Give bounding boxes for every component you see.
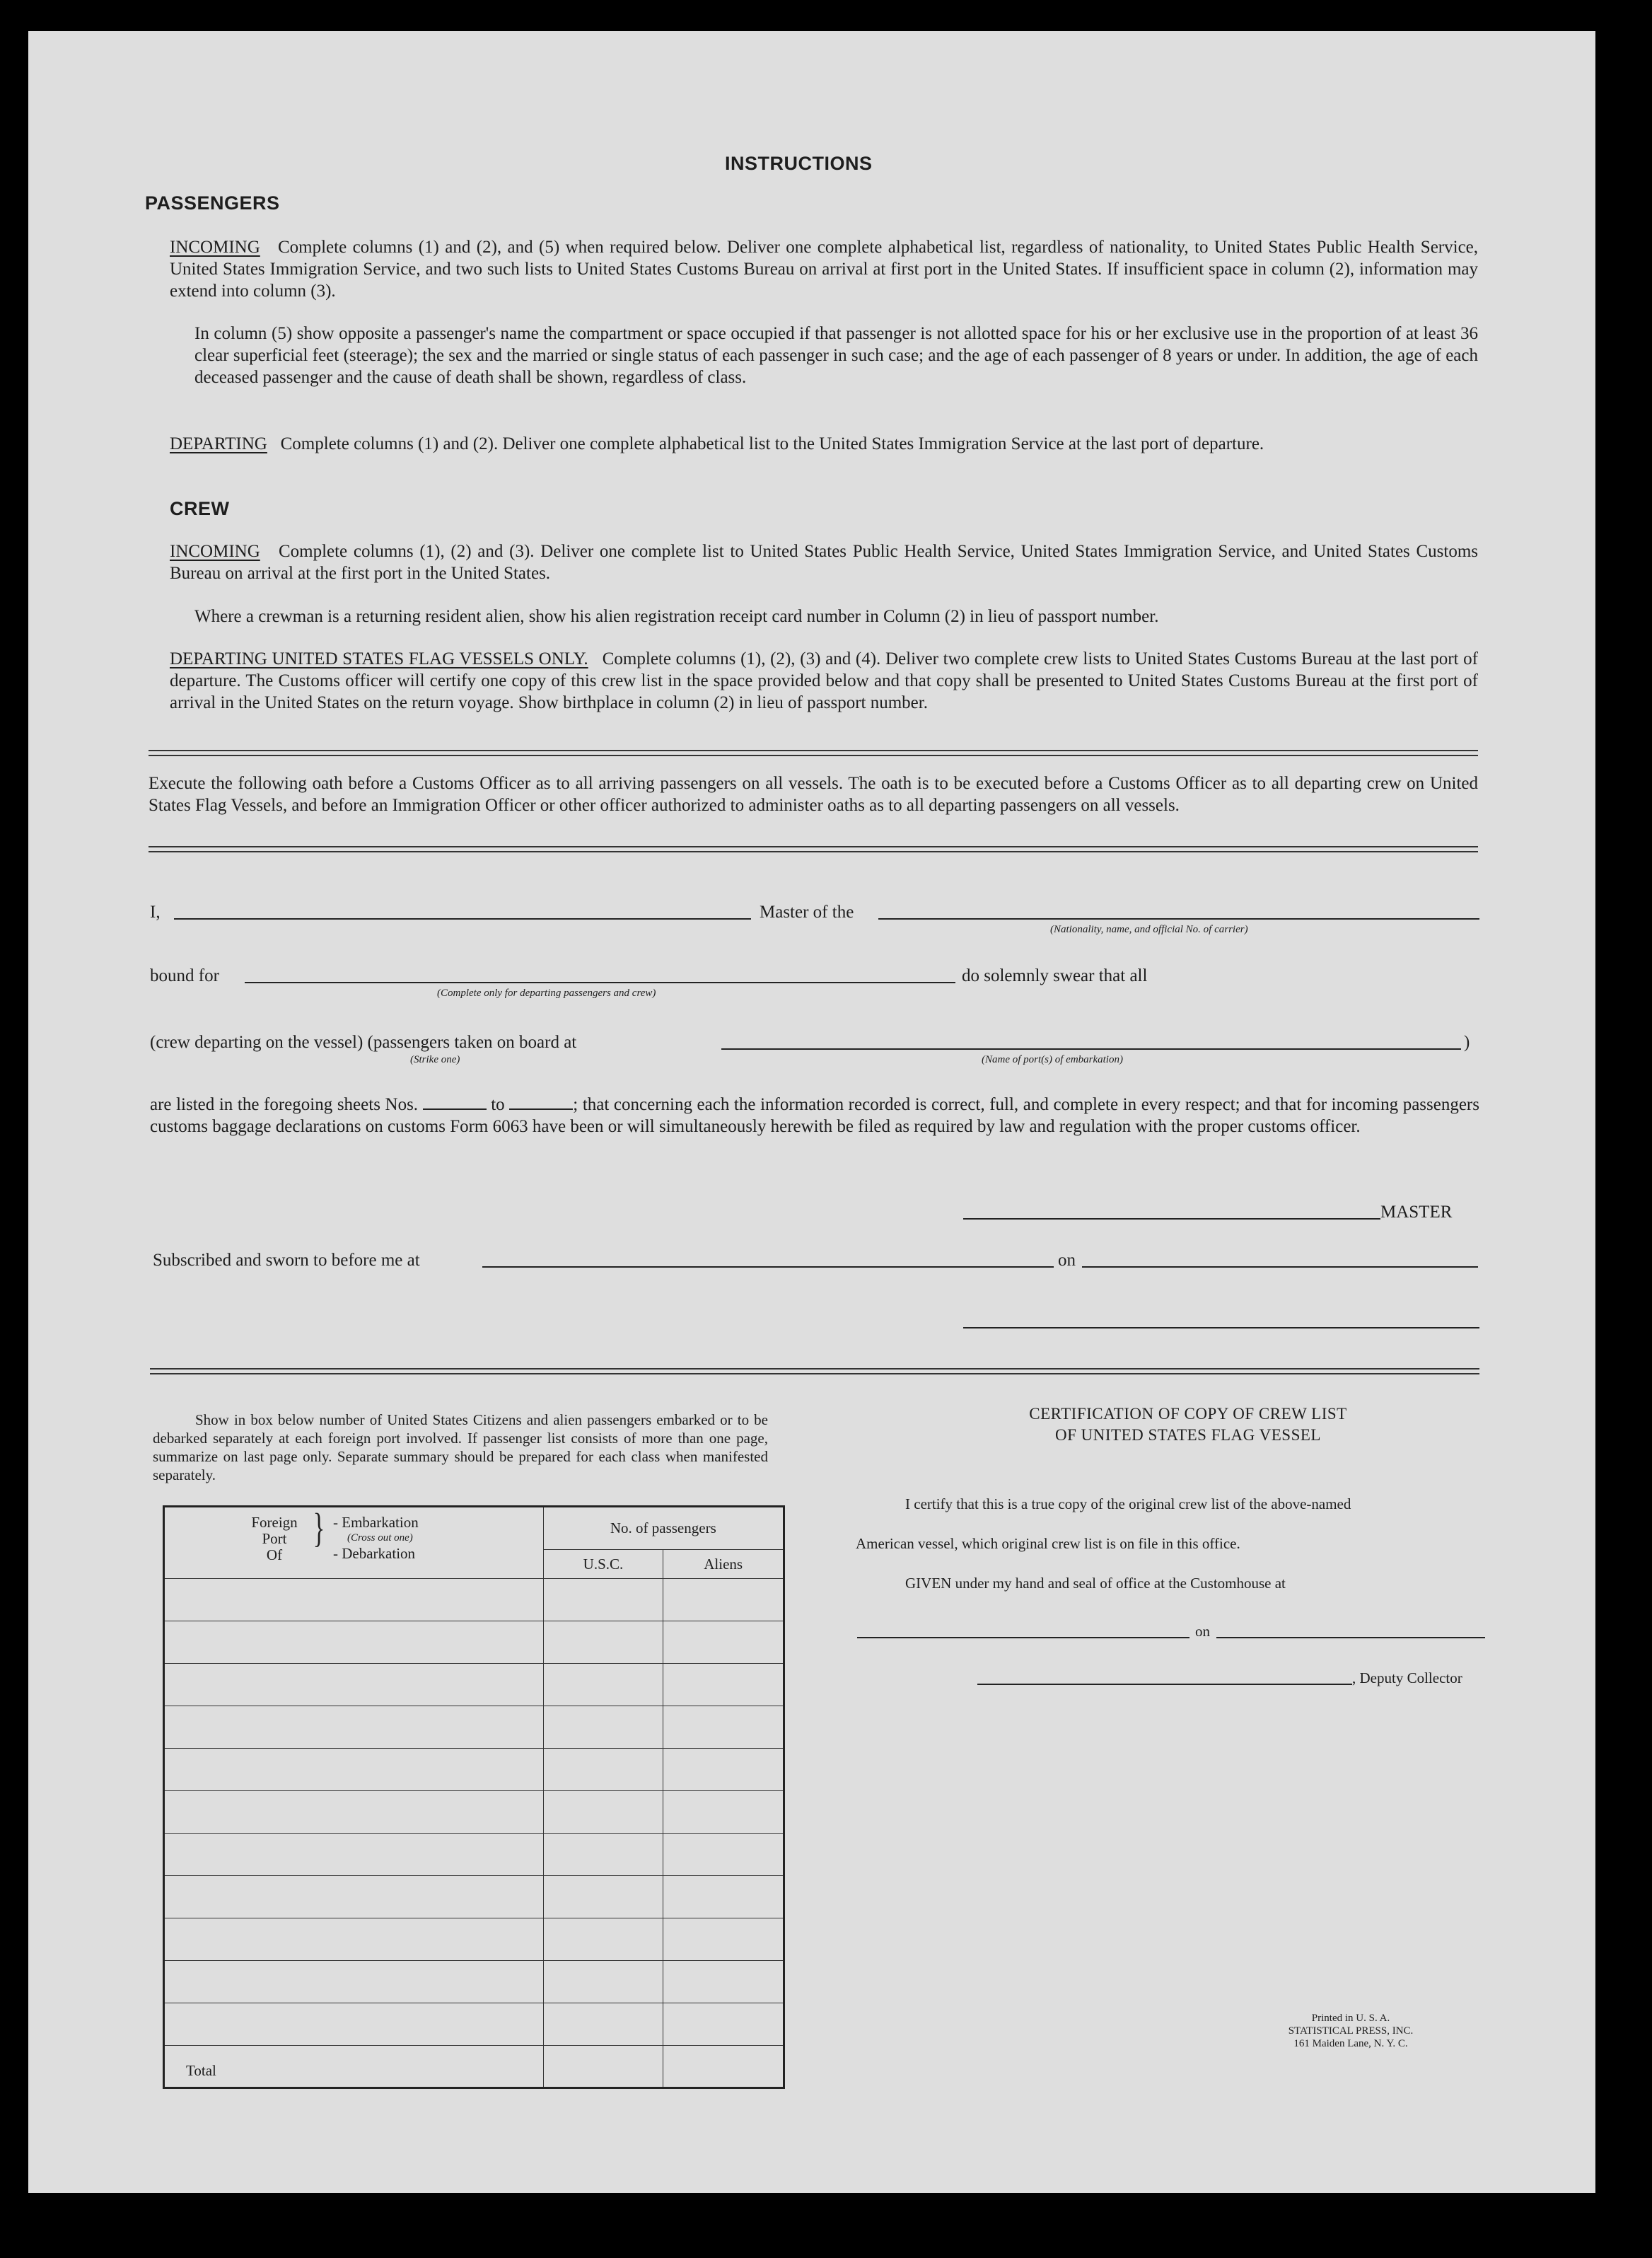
- column5-paragraph: In column (5) show opposite a passenger's name the compartment or space occupied if that passenger is not allotted space for his or her exclusive use in the proportion of at least 36 clear superficial feet (steerage); the sex and the married or single status of each passenger in such case; and the age of each passenger of 8 years or under. In addition, the age of each deceased passenger and the cause of death shall be shown, regardless of class.: [194, 324, 1478, 387]
- listed-paragraph: [150, 1094, 1479, 1137]
- nationality-caption: (Nationality, name, and official No. of carrier): [1050, 924, 1248, 935]
- flag-label: DEPARTING UNITED STATES FLAG VESSELS ONLY.: [170, 649, 588, 668]
- flag-vessels: [170, 648, 1478, 714]
- subscribed-label: Subscribed and sworn to before me at: [153, 1251, 420, 1270]
- cert-date-line[interactable]: [1216, 1637, 1485, 1638]
- listed-a: are listed in the foregoing sheets Nos.: [150, 1095, 419, 1114]
- debarkation-label[interactable]: - Debarkation: [333, 1545, 416, 1562]
- port-cell[interactable]: [164, 1749, 544, 1791]
- bound-for-label: bound for: [150, 966, 219, 985]
- usc-cell[interactable]: [543, 1918, 663, 1961]
- sheet-to-field[interactable]: [509, 1108, 573, 1110]
- port-cell[interactable]: [164, 1621, 544, 1664]
- aliens-cell[interactable]: [663, 1876, 784, 1918]
- crew-departing-label: (crew departing on the vessel) (passengers taken on board at: [150, 1033, 577, 1052]
- complete-only-caption: (Complete only for departing passengers and crew): [437, 988, 656, 999]
- port-caption: (Name of port(s) of embarkation): [982, 1054, 1123, 1065]
- certify-line2: American vessel, which original crew list is on file in this office.: [856, 1535, 1240, 1552]
- flag-text: Complete columns (1), (2), (3) and (4). Deliver two complete crew lists to United States Customs Bureau at the last port of departure. The Customs officer will certify one copy of this crew list in the space provided below and that copy shall be presented to United States Customs Bureau at the first port of arrival in the United States on the return voyage. Show birthplace in column (2) in lieu of passport number.: [170, 649, 1479, 712]
- divider: [149, 846, 1478, 852]
- usc-cell[interactable]: [543, 1876, 663, 1918]
- form-page: [28, 31, 1595, 2193]
- given-line: GIVEN under my hand and seal of office at the Customhouse at: [905, 1575, 1286, 1592]
- printer-imprint: [1259, 2012, 1443, 2050]
- divider: [149, 750, 1478, 756]
- aliens-cell[interactable]: [663, 1834, 784, 1876]
- sworn-on-label: on: [1058, 1251, 1076, 1270]
- printer-line2: STATISTICAL PRESS, INC.: [1288, 2025, 1414, 2037]
- embarkation-label[interactable]: - Embarkation: [333, 1514, 419, 1531]
- divider: [150, 1368, 1479, 1374]
- printer-line1: Printed in U. S. A.: [1311, 2013, 1390, 2024]
- port-cell[interactable]: [164, 1918, 544, 1961]
- port-line[interactable]: [721, 1048, 1461, 1050]
- usc-cell[interactable]: [543, 1961, 663, 2003]
- aliens-cell[interactable]: [663, 1791, 784, 1834]
- certification-title: [877, 1403, 1499, 1446]
- crew-incoming-label: INCOMING: [170, 542, 260, 561]
- port-cell[interactable]: [164, 1579, 544, 1621]
- instructions-title: INSTRUCTIONS: [725, 153, 873, 174]
- cert-title-line2: OF UNITED STATES FLAG VESSEL: [1055, 1426, 1321, 1444]
- execute-paragraph: Execute the following oath before a Customs Officer as to all arriving passengers on all vessels. The oath is to be executed before a Customs Officer as to all departing crew on United States Flag Vessels, and before an Immigration Officer or other officer authorized to administer oaths as to all departing passengers on all vessels.: [149, 774, 1478, 815]
- aliens-cell[interactable]: [663, 1918, 784, 1961]
- aliens-cell[interactable]: [663, 2003, 784, 2046]
- port-cell[interactable]: [164, 1664, 544, 1706]
- crew-heading: CREW: [170, 498, 230, 519]
- master-name-line[interactable]: [174, 918, 751, 920]
- cross-out-caption: (Cross out one): [347, 1532, 413, 1544]
- port-label: Port: [262, 1530, 287, 1547]
- port-cell[interactable]: [164, 1961, 544, 2003]
- passengers-departing: [170, 433, 1478, 455]
- port-cell[interactable]: [164, 1876, 544, 1918]
- departing-text: Complete columns (1) and (2). Deliver one complete alphabetical list to the United States Immigration Service at the last port of departure.: [280, 434, 1264, 453]
- passengers-incoming: [170, 236, 1478, 302]
- customhouse-line[interactable]: [857, 1637, 1189, 1638]
- passenger-summary-table: [163, 1505, 785, 2089]
- no-of-passengers-header: No. of passengers: [543, 1507, 784, 1550]
- crew-incoming-text: Complete columns (1), (2) and (3). Deliver one complete list to United States Public Health Service, United States Immigration Service, and United States Customs Bureau on arrival at the first port in the United States.: [170, 542, 1479, 583]
- deputy-collector-label: , Deputy Collector: [1352, 1669, 1462, 1686]
- total-label: Total: [164, 2046, 544, 2088]
- of-label: Of: [266, 1546, 283, 1563]
- brace-icon: }: [313, 1505, 325, 1551]
- aliens-cell[interactable]: [663, 1621, 784, 1664]
- port-cell[interactable]: [164, 2003, 544, 2046]
- passengers-heading: PASSENGERS: [145, 192, 280, 214]
- sheet-from-field[interactable]: [423, 1108, 487, 1110]
- incoming-label: INCOMING: [170, 238, 260, 257]
- foreign-label: Foreign: [251, 1514, 298, 1531]
- sworn-date-line[interactable]: [1082, 1266, 1478, 1268]
- listed-b: ; that concerning each the information recorded is correct, full, and complete in every respect; and that for incoming passengers customs baggage declarations on customs Form 6063 have been or will simultaneously herewith be filed as required by law and regulation with the proper customs officer.: [150, 1095, 1479, 1136]
- cert-on-label: on: [1195, 1623, 1210, 1640]
- bound-for-line[interactable]: [245, 982, 955, 983]
- deputy-signature-line[interactable]: [977, 1684, 1352, 1685]
- solemnly-label: do solemnly swear that all: [962, 966, 1148, 985]
- total-aliens-cell[interactable]: [663, 2046, 784, 2088]
- usc-header: U.S.C.: [543, 1550, 663, 1579]
- carrier-line[interactable]: [878, 918, 1479, 920]
- usc-cell[interactable]: [543, 1749, 663, 1791]
- aliens-cell[interactable]: [663, 1961, 784, 2003]
- departing-label: DEPARTING: [170, 434, 267, 453]
- cert-title-line1: CERTIFICATION OF COPY OF CREW LIST: [1029, 1405, 1347, 1423]
- aliens-cell[interactable]: [663, 1706, 784, 1749]
- port-header-cell: [164, 1507, 544, 1579]
- oath-i-label: I,: [150, 903, 161, 922]
- usc-cell[interactable]: [543, 2003, 663, 2046]
- printer-line3: 161 Maiden Lane, N. Y. C.: [1293, 2038, 1408, 2049]
- usc-cell[interactable]: [543, 1664, 663, 1706]
- usc-cell[interactable]: [543, 1834, 663, 1876]
- master-of-label: Master of the: [760, 903, 854, 922]
- port-cell[interactable]: [164, 1791, 544, 1834]
- usc-cell[interactable]: [543, 1579, 663, 1621]
- crewman-paragraph: Where a crewman is a returning resident alien, show his alien registration receipt card number in Column (2) in lieu of passport number.: [194, 607, 1159, 626]
- master-label: MASTER: [1380, 1203, 1453, 1222]
- officer-signature-line[interactable]: [963, 1327, 1479, 1328]
- crew-incoming: [170, 540, 1478, 584]
- master-signature-line[interactable]: [963, 1218, 1380, 1220]
- summary-instruction: Show in box below number of United States Citizens and alien passengers embarked or to be debarked separately at each foreign port involved. If passenger list consists of more than one page, summarize on last page only. Separate summary should be prepared for each class when manifested separately.: [153, 1411, 768, 1483]
- close-paren: ): [1464, 1033, 1470, 1052]
- aliens-header: Aliens: [663, 1550, 784, 1579]
- usc-cell[interactable]: [543, 1621, 663, 1664]
- certify-line1: I certify that this is a true copy of the original crew list of the above-named: [905, 1495, 1351, 1512]
- usc-cell[interactable]: [543, 1791, 663, 1834]
- aliens-cell[interactable]: [663, 1579, 784, 1621]
- usc-cell[interactable]: [543, 1706, 663, 1749]
- strike-one-caption: (Strike one): [410, 1054, 460, 1065]
- aliens-cell[interactable]: [663, 1664, 784, 1706]
- port-cell[interactable]: [164, 1706, 544, 1749]
- total-usc-cell[interactable]: [543, 2046, 663, 2088]
- aliens-cell[interactable]: [663, 1749, 784, 1791]
- port-cell[interactable]: [164, 1834, 544, 1876]
- incoming-text: Complete columns (1) and (2), and (5) when required below. Deliver one complete alphabetical list, regardless of nationality, to United States Public Health Service, United States Immigration Service, and two such lists to United States Customs Bureau on arrival at first port in the United States. If insufficient space in column (2), information may extend into column (3).: [170, 238, 1479, 301]
- listed-to: to: [491, 1095, 505, 1114]
- sworn-place-line[interactable]: [482, 1266, 1054, 1268]
